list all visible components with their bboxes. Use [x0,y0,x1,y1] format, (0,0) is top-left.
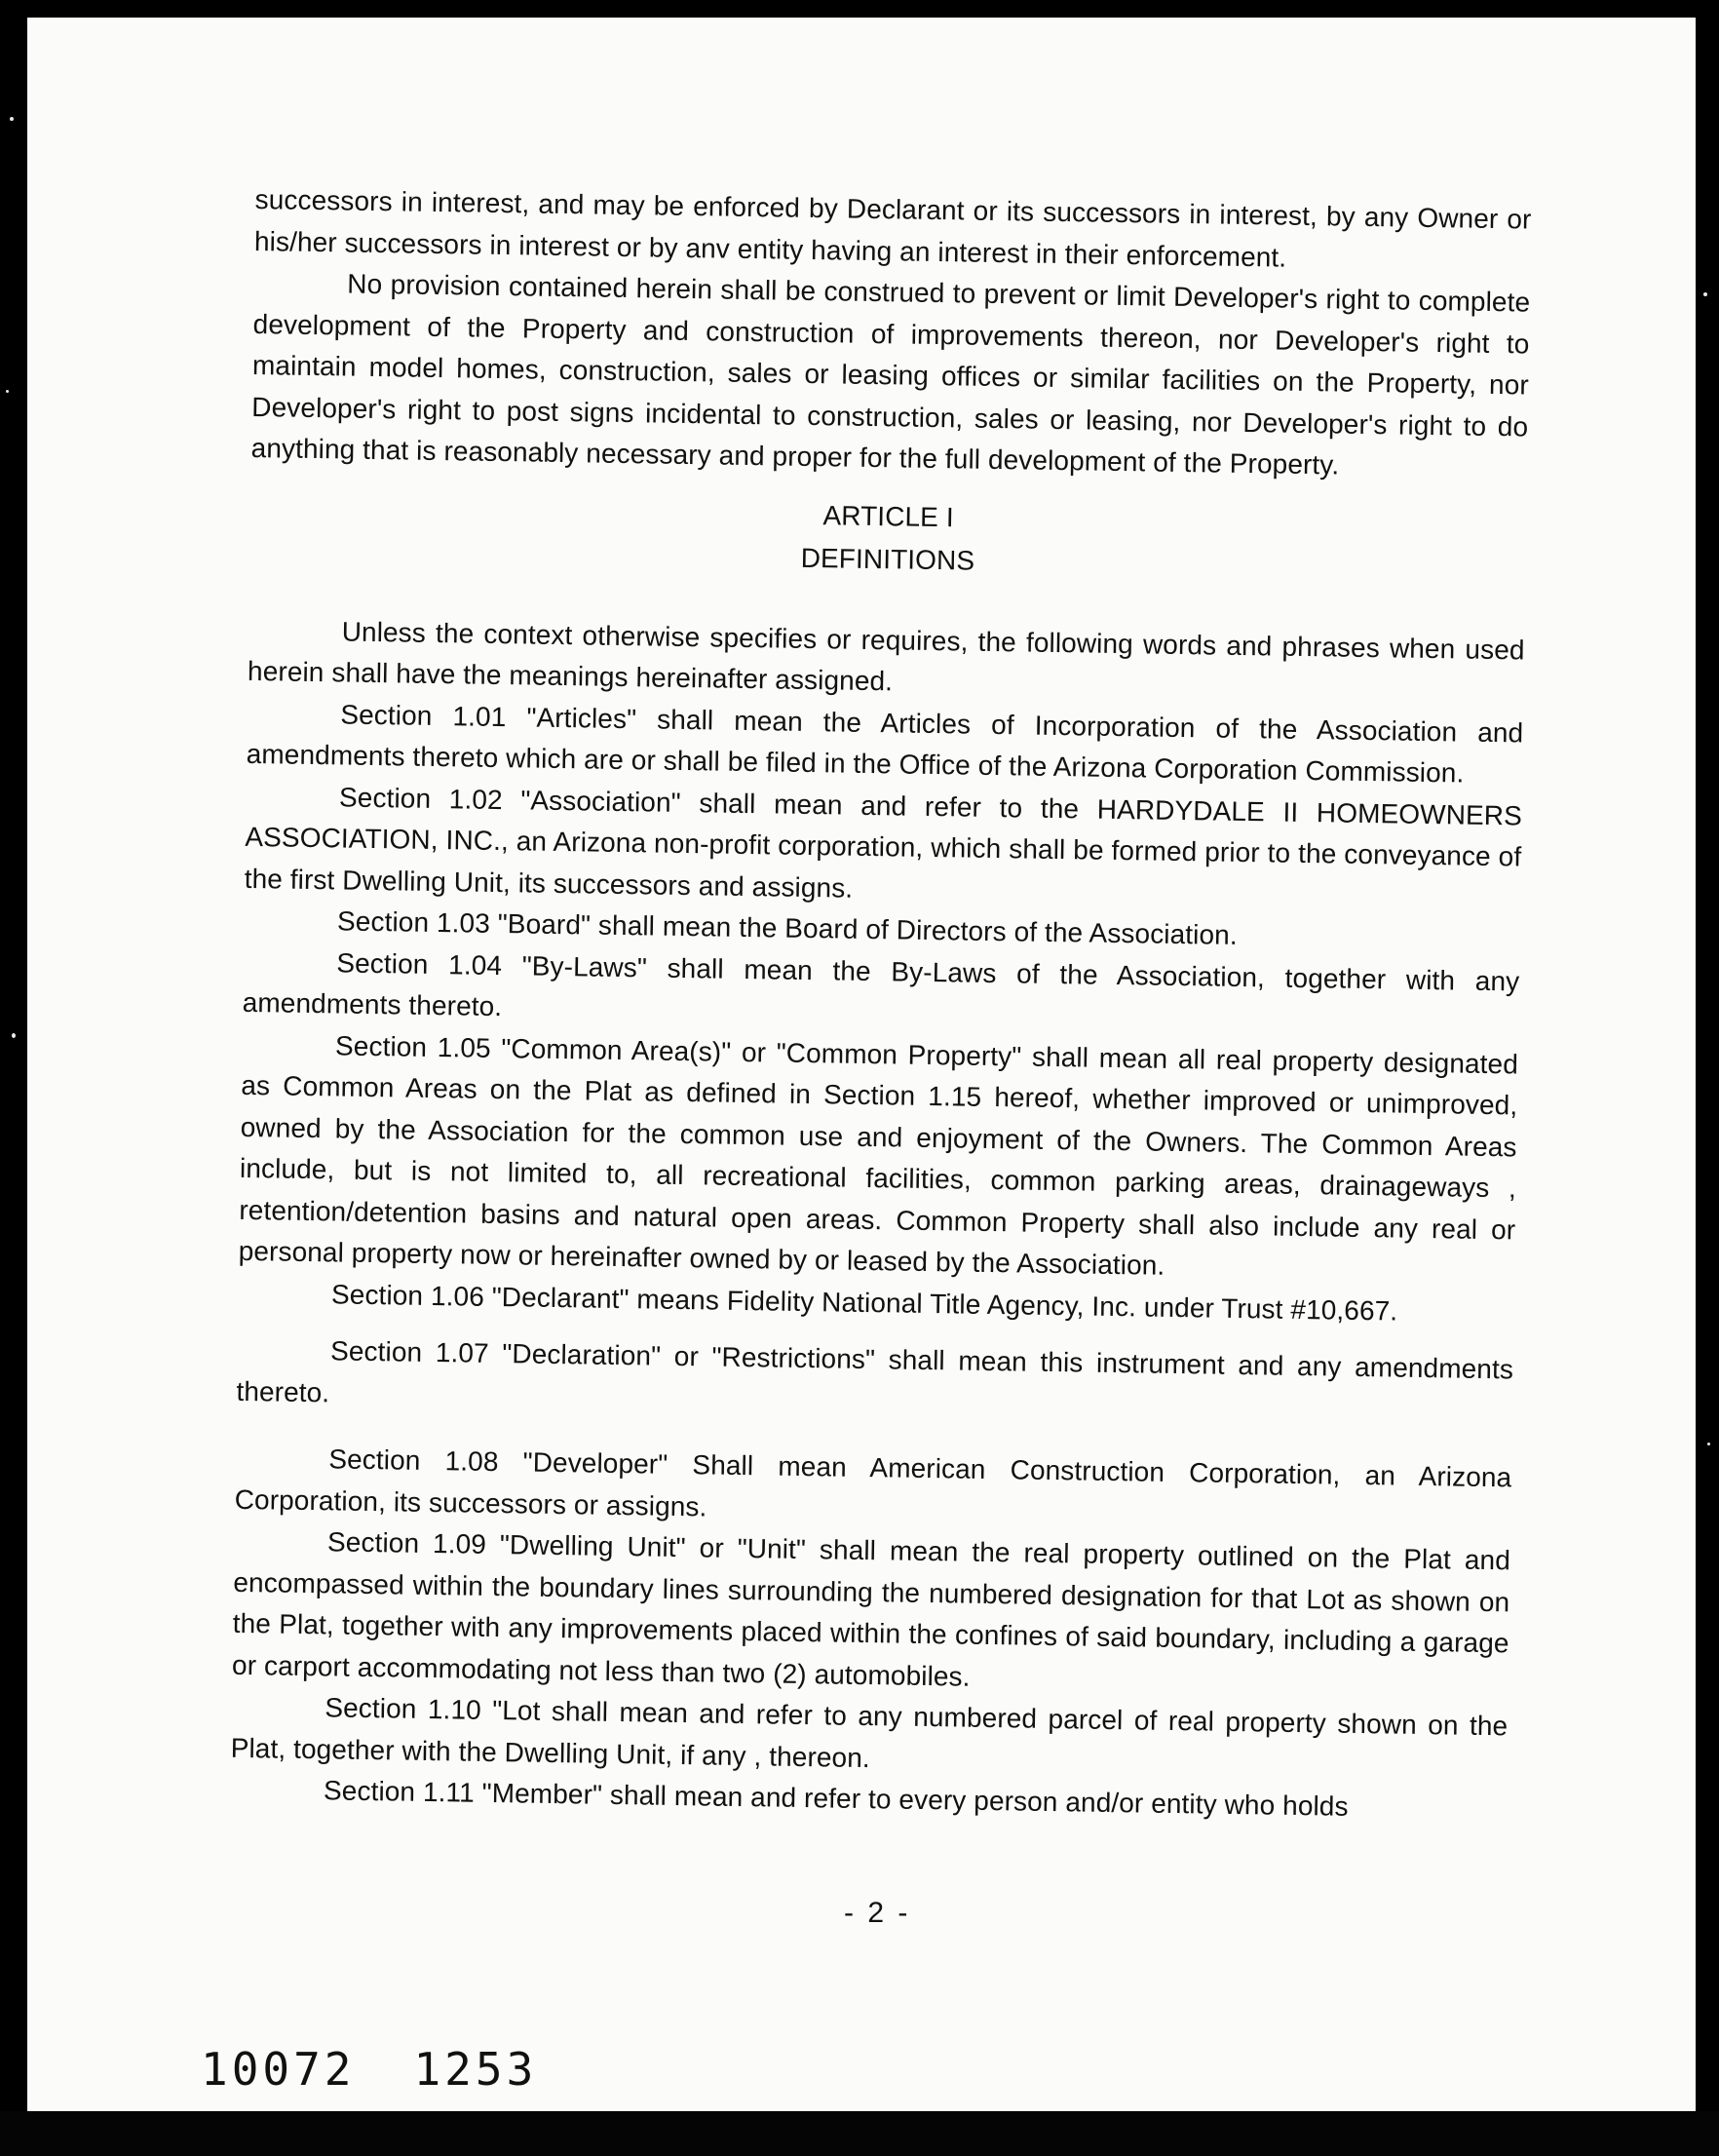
page-number: - 2 - [844,1897,911,1929]
scan-speck [10,117,14,121]
section-1-04: Section 1.04 "By-Laws" shall mean the By-Laws of the Association, together with any amendments thereto. [242,946,1520,1022]
scan-speck [1703,292,1707,296]
recording-book-number: 10072 [201,2043,356,2096]
section-1-08: Section 1.08 "Developer" Shall mean American Construction Corporation, an Arizona Corporation, its successors or assigns. [234,1444,1512,1521]
scan-bottom-border [0,2111,1719,2156]
recording-number [201,2043,595,2096]
section-1-07: Section 1.07 "Declaration" or "Restrictions" shall mean this instrument and any amendments thereto. [236,1335,1514,1407]
section-1-05: Section 1.05 "Common Area(s)" or "Common Property" shall mean all real property designated as Common Areas on the Plat as defined in Section 1.15 hereof, whether improved or unimproved, owned by the Association for the common use and enjoyment of the Owners. The Common Areas include, but is not limited to, all recreational facilities, common parking areas, drainageways , retention/detention basins and natural open areas. Common Property shall also include any real or personal property now or hereinafter owned by or leased by the Association. [238,1029,1519,1281]
section-1-09: Section 1.09 "Dwelling Unit" or "Unit" shall mean the real property outlined on the Plat and encompassed within the boundary lines surrounding the numbered designation for that Lot as shown on the Plat, together with any improvements placed within the confines of said boundary, including a garage or carport accommodating not less than two (2) automobiles. [231,1526,1511,1692]
scan-speck [6,390,9,393]
recording-page-number: 1253 [413,2043,538,2096]
section-1-02: Section 1.02 "Association" shall mean and refer to the HARDYDALE II HOMEOWNERS ASSOCIATION, INC., an Arizona non-profit corporation, which shall be formed prior to the conveyance of the first Dwelling Unit, its successors and assigns. [244,781,1523,904]
article-subtitle: DEFINITIONS [800,542,975,576]
article-title: ARTICLE I [822,499,954,532]
section-1-10: Section 1.10 "Lot shall mean and refer to any numbered parcel of real property shown on the Plat, together with the Dwelling Unit, if any , thereon. [230,1692,1509,1773]
section-1-06: Section 1.06 "Declarant" means Fidelity National Title Agency, Inc. under Trust #10,667. [330,1278,1398,1327]
intro-paragraph-1: successors in interest, and may be enforced by Declarant or its successors in interest, by any Owner or his/her successors in interest or by anv entity having an interest in their enforcement. [253,183,1532,273]
intro-paragraph-2: No provision contained herein shall be construed to prevent or limit Developer's right to complete development of the Property and construction of improvements thereon, nor Developer's right to maintain model homes, construction, sales or leasing offices or similar facilities on the Property, nor Developer's right to post signs incidental to construction, sales or leasing, nor Developer's right to do anything that is reasonably necessary and proper for the full development of the Property. [250,268,1531,481]
section-1-01: Section 1.01 "Articles" shall mean the Articles of Incorporation of the Association and amendments thereto which are or shall be filed in the Office of the Arizona Corporation Commission. [246,698,1524,789]
section-1-03: Section 1.03 "Board" shall mean the Board of Directors of the Association. [336,905,1238,950]
document-body [230,179,1532,1830]
scan-speck [1707,1443,1710,1445]
section-1-11: Section 1.11 "Member" shall mean and refer to every person and/or entity who holds [323,1775,1349,1822]
definitions-intro: Unless the context otherwise specifies or requires, the following words and phrases when used herein shall have the meanings hereinafter assigned. [247,615,1525,697]
scan-speck [12,1033,16,1038]
